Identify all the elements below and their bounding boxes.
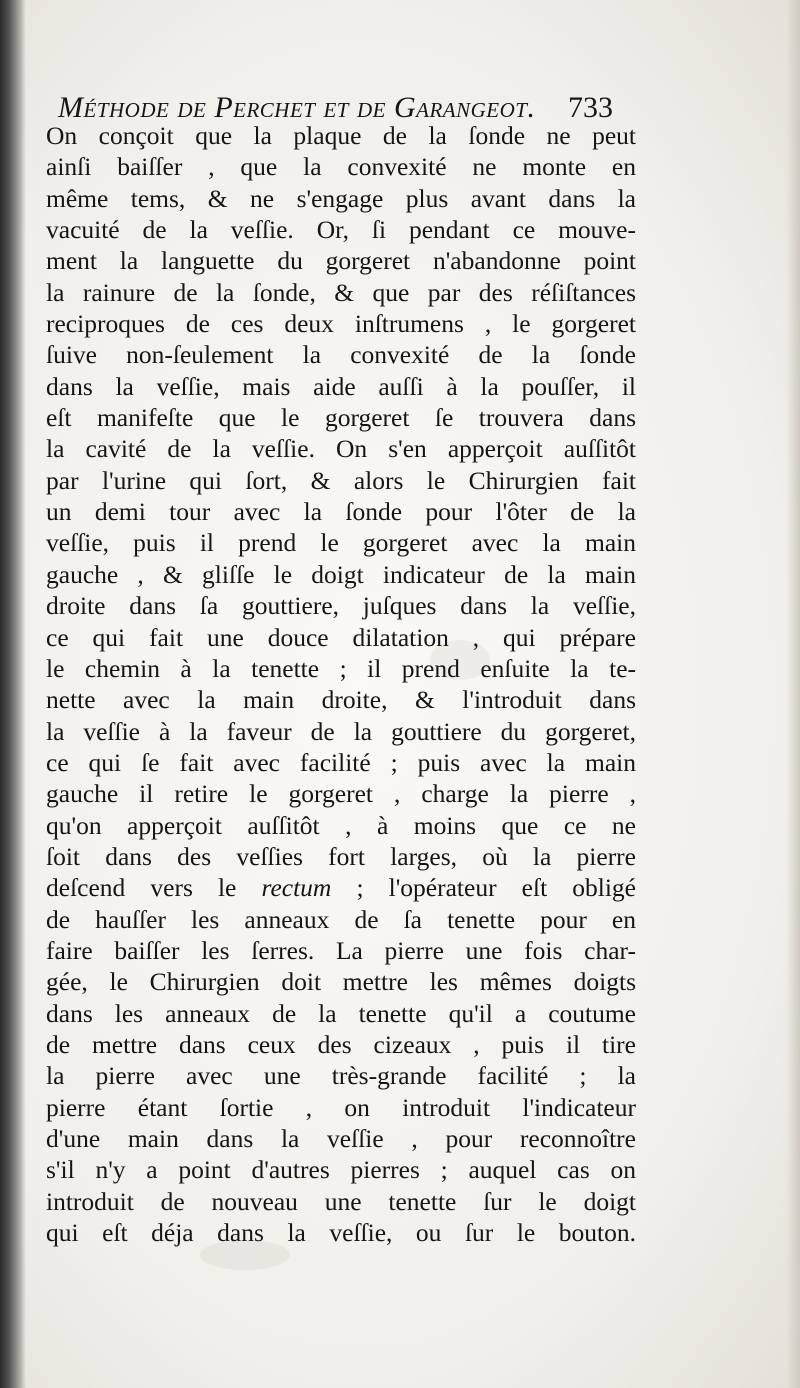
text-line: de mettre dans ceux des cizeaux , puis il tire — [46, 1029, 636, 1059]
text-line: faire baiſſer les ſerres. La pierre une fois char- — [46, 935, 636, 965]
text-line: nette avec la main droite, & l'introduit dans — [46, 685, 636, 715]
text-line: pierre étant ſortie , on introduit l'indicateur — [46, 1092, 636, 1122]
italic-term: rectum — [261, 873, 332, 903]
text-line: le chemin à la tenette ; il prend enſuite la te- — [46, 653, 636, 683]
text-line: ſoit dans des veſſies fort larges, où la pierre — [46, 841, 636, 871]
text-line: ainſi baiſſer , que la convexité ne monte en — [46, 152, 636, 182]
header-title: éthode de Perchet et de Garangeot. — [83, 91, 536, 124]
text-line: gauche il retire le gorgeret , charge la pierre , — [46, 779, 636, 809]
text-line-mixed — [46, 872, 636, 903]
text-line: veſſie, puis il prend le gorgeret avec la main — [46, 528, 636, 558]
text-line: s'il n'y a point d'autres pierres ; auquel cas on — [46, 1155, 636, 1185]
text-line: qu'on apperçoit auſſitôt , à moins que ce ne — [46, 810, 636, 840]
text-line: la pierre avec une très-grande facilité ; la — [46, 1061, 636, 1091]
page-gutter-shadow — [0, 0, 26, 1388]
text-line: eſt manifeſte que le gorgeret ſe trouvera dans — [46, 403, 636, 433]
text-line: la rainure de la ſonde, & que par des réſiſtances — [46, 277, 636, 307]
text-line: On conçoit que la plaque de la ſonde ne peut — [46, 121, 636, 150]
text-line: la veſſie à la faveur de la gouttiere du gorgeret, — [46, 716, 636, 746]
text-line: ſuive non-ſeulement la convexité de la ſonde — [46, 340, 636, 370]
page-edge — [786, 0, 800, 1388]
text-line: gée, le Chirurgien doit mettre les mêmes doigts — [46, 967, 636, 997]
text-line: dans les anneaux de la tenette qu'il a coutume — [46, 998, 636, 1028]
text-line: de hauſſer les anneaux de ſa tenette pour en — [46, 904, 636, 934]
text-line-end: ; l'opérateur eſt obligé — [331, 873, 636, 903]
text-line: reciproques de ces deux inſtrumens , le gorgeret — [46, 309, 636, 339]
text-line: ce qui ſe fait avec facilité ; puis avec la main — [46, 747, 636, 777]
text-line: la cavité de la veſſie. On s'en apperçoit auſſitôt — [46, 434, 636, 464]
text-line: introduit de nouveau une tenette ſur le doigt — [46, 1186, 636, 1216]
text-line: un demi tour avec la ſonde pour l'ôter de la — [46, 497, 636, 527]
text-line: d'une main dans la veſſie , pour reconnoître — [46, 1124, 636, 1153]
text-line: ment la languette du gorgeret n'abandonne point — [46, 246, 636, 276]
text-line: gauche , & gliſſe le doigt indicateur de la main — [46, 559, 636, 589]
body-text — [46, 120, 636, 1248]
header-initial: M — [58, 91, 84, 124]
page-number: 733 — [568, 91, 613, 124]
text-line-start: deſcend vers le — [46, 873, 262, 903]
text-line: droite dans ſa gouttiere, juſques dans la veſſie, — [46, 591, 636, 621]
text-line: ce qui fait une douce dilatation , qui prépare — [46, 622, 636, 652]
text-line: par l'urine qui ſort, & alors le Chirurgien fait — [46, 465, 636, 495]
text-line: vacuité de la veſſie. Or, ſi pendant ce mouve- — [46, 215, 636, 245]
text-line: dans la veſſie, mais aide auſſi à la pouſſer, il — [46, 371, 636, 401]
text-line: qui eſt déja dans la veſſie, ou ſur le bouton. — [46, 1218, 636, 1248]
text-line: même tems, & ne s'engage plus avant dans la — [46, 183, 636, 213]
